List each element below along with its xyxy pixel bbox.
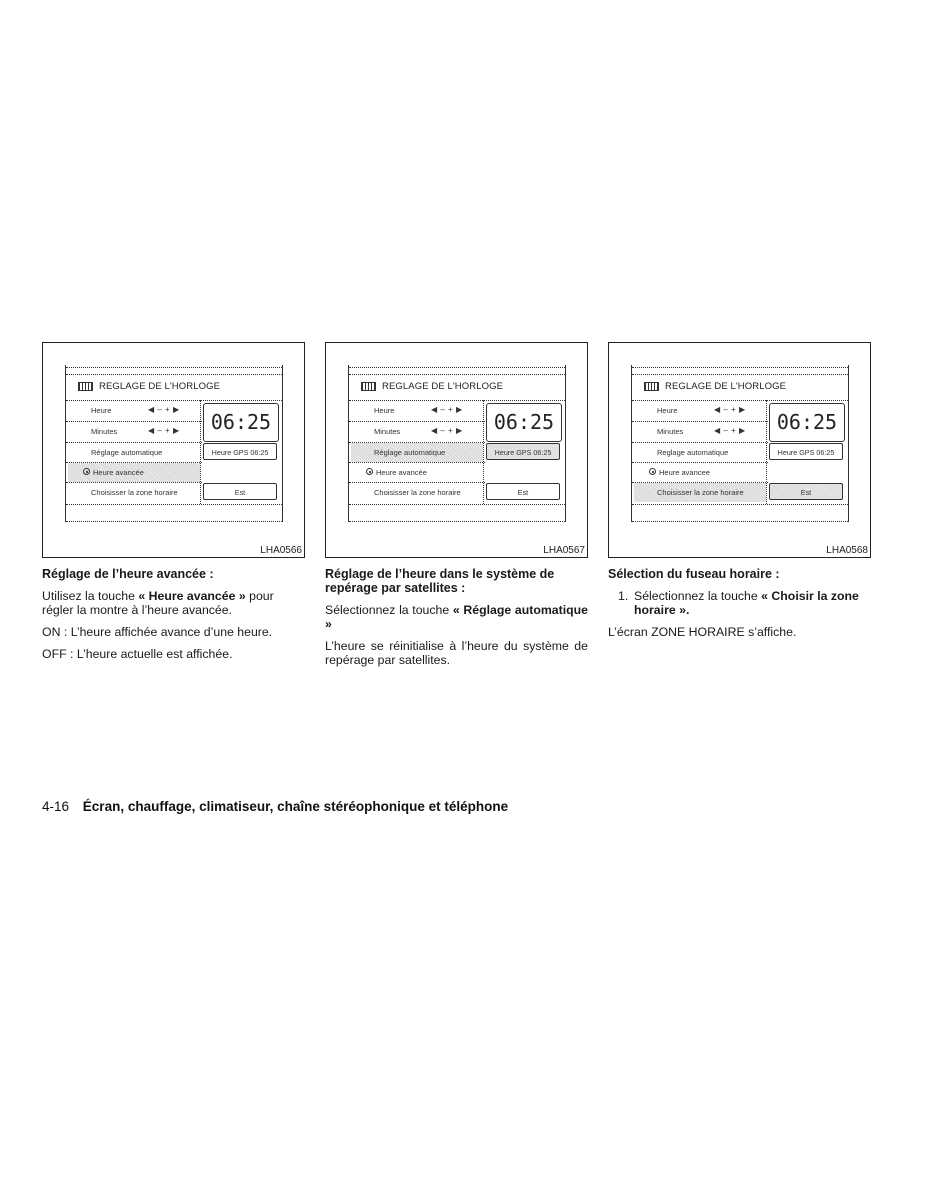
radio-selected-icon[interactable] <box>649 468 656 475</box>
row-minutes[interactable]: Minutes ◀ – + ▶ <box>91 426 180 436</box>
column-1 <box>42 342 305 661</box>
section-heading: Sélection du fuseau horaire : <box>608 567 780 581</box>
hour-adjust-control[interactable]: ◀ – + ▶ <box>431 405 463 414</box>
paragraph: L’heure se réinitialise à l’heure du système de repérage par satellites. <box>325 639 588 667</box>
radio-selected-icon[interactable] <box>83 468 90 475</box>
screen-title: REGLAGE DE L'HORLOGE <box>361 381 503 392</box>
row-heure[interactable]: Heure ◀ – + ▶ <box>374 405 463 415</box>
minute-adjust-control[interactable]: ◀ – + ▶ <box>714 426 746 435</box>
time-zone-button[interactable]: Est <box>203 483 277 500</box>
clock-settings-screen <box>631 365 849 522</box>
row-zone-horaire[interactable]: Choisisser la zone horaire <box>374 488 461 497</box>
figure-code: LHA0566 <box>260 545 302 556</box>
section-heading: Réglage de l’heure dans le système de repérage par satellites : <box>325 567 555 595</box>
keyboard-icon <box>78 382 93 391</box>
row-reglage-automatique[interactable]: Reglage automatique <box>657 448 729 457</box>
keyboard-icon <box>361 382 376 391</box>
row-heure[interactable]: Heure ◀ – + ▶ <box>657 405 746 415</box>
figure-2 <box>325 342 588 558</box>
list-item: 1. Sélectionnez la touche « Choisir la zone horaire ». <box>618 589 859 617</box>
clock-display: 06:25 <box>486 403 562 442</box>
row-heure-avancee[interactable]: Heure avancee <box>634 463 766 482</box>
figure-code: LHA0568 <box>826 545 868 556</box>
row-reglage-automatique[interactable]: Réglage automatique <box>351 443 483 462</box>
row-heure-avancee[interactable]: Heure avancée <box>351 463 483 482</box>
row-heure[interactable]: Heure ◀ – + ▶ <box>91 405 180 415</box>
gps-time-button[interactable]: Heure GPS 06:25 <box>769 443 843 460</box>
figure-1 <box>42 342 305 558</box>
screen-title: REGLAGE DE L'HORLOGE <box>644 381 786 392</box>
column-2 <box>325 342 588 667</box>
paragraph: L’écran ZONE HORAIRE s’affiche. <box>608 625 797 639</box>
paragraph: Utilisez la touche « Heure avancée » pour régler la montre à l’heure avancée. <box>42 589 274 617</box>
paragraph: Sélectionnez la touche « Réglage automatique » <box>325 603 588 631</box>
figure-3 <box>608 342 871 558</box>
gps-time-button[interactable]: Heure GPS 06:25 <box>203 443 277 460</box>
clock-display: 06:25 <box>203 403 279 442</box>
row-minutes[interactable]: Minutes ◀ – + ▶ <box>657 426 746 436</box>
minute-adjust-control[interactable]: ◀ – + ▶ <box>431 426 463 435</box>
page-number: 4-16 <box>42 799 70 814</box>
section-heading: Réglage de l’heure avancée : <box>42 567 214 581</box>
clock-settings-screen <box>65 365 283 522</box>
hour-adjust-control[interactable]: ◀ – + ▶ <box>148 405 180 414</box>
column-3 <box>608 342 871 639</box>
chapter-title: Écran, chauffage, climatiseur, chaîne stéréophonique et téléphone <box>82 799 509 814</box>
row-minutes[interactable]: Minutes ◀ – + ▶ <box>374 426 463 436</box>
figure-code: LHA0567 <box>543 545 585 556</box>
time-zone-button[interactable]: Est <box>769 483 843 500</box>
radio-selected-icon[interactable] <box>366 468 373 475</box>
row-heure-avancee[interactable]: Heure avancée <box>68 463 200 482</box>
paragraph: OFF : L’heure actuelle est affichée. <box>42 647 233 661</box>
paragraph: ON : L’heure affichée avance d’une heure. <box>42 625 273 639</box>
row-zone-horaire[interactable]: Choisisser la zone horaire <box>634 483 766 502</box>
clock-settings-screen <box>348 365 566 522</box>
screen-title: REGLAGE DE L'HORLOGE <box>78 381 220 392</box>
row-zone-horaire[interactable]: Choisisser la zone horaire <box>91 488 178 497</box>
page-footer <box>42 799 508 814</box>
row-reglage-automatique[interactable]: Réglage automatique <box>91 448 163 457</box>
minute-adjust-control[interactable]: ◀ – + ▶ <box>148 426 180 435</box>
time-zone-button[interactable]: Est <box>486 483 560 500</box>
gps-time-button[interactable]: Heure GPS 06:25 <box>486 443 560 460</box>
hour-adjust-control[interactable]: ◀ – + ▶ <box>714 405 746 414</box>
keyboard-icon <box>644 382 659 391</box>
clock-display: 06:25 <box>769 403 845 442</box>
